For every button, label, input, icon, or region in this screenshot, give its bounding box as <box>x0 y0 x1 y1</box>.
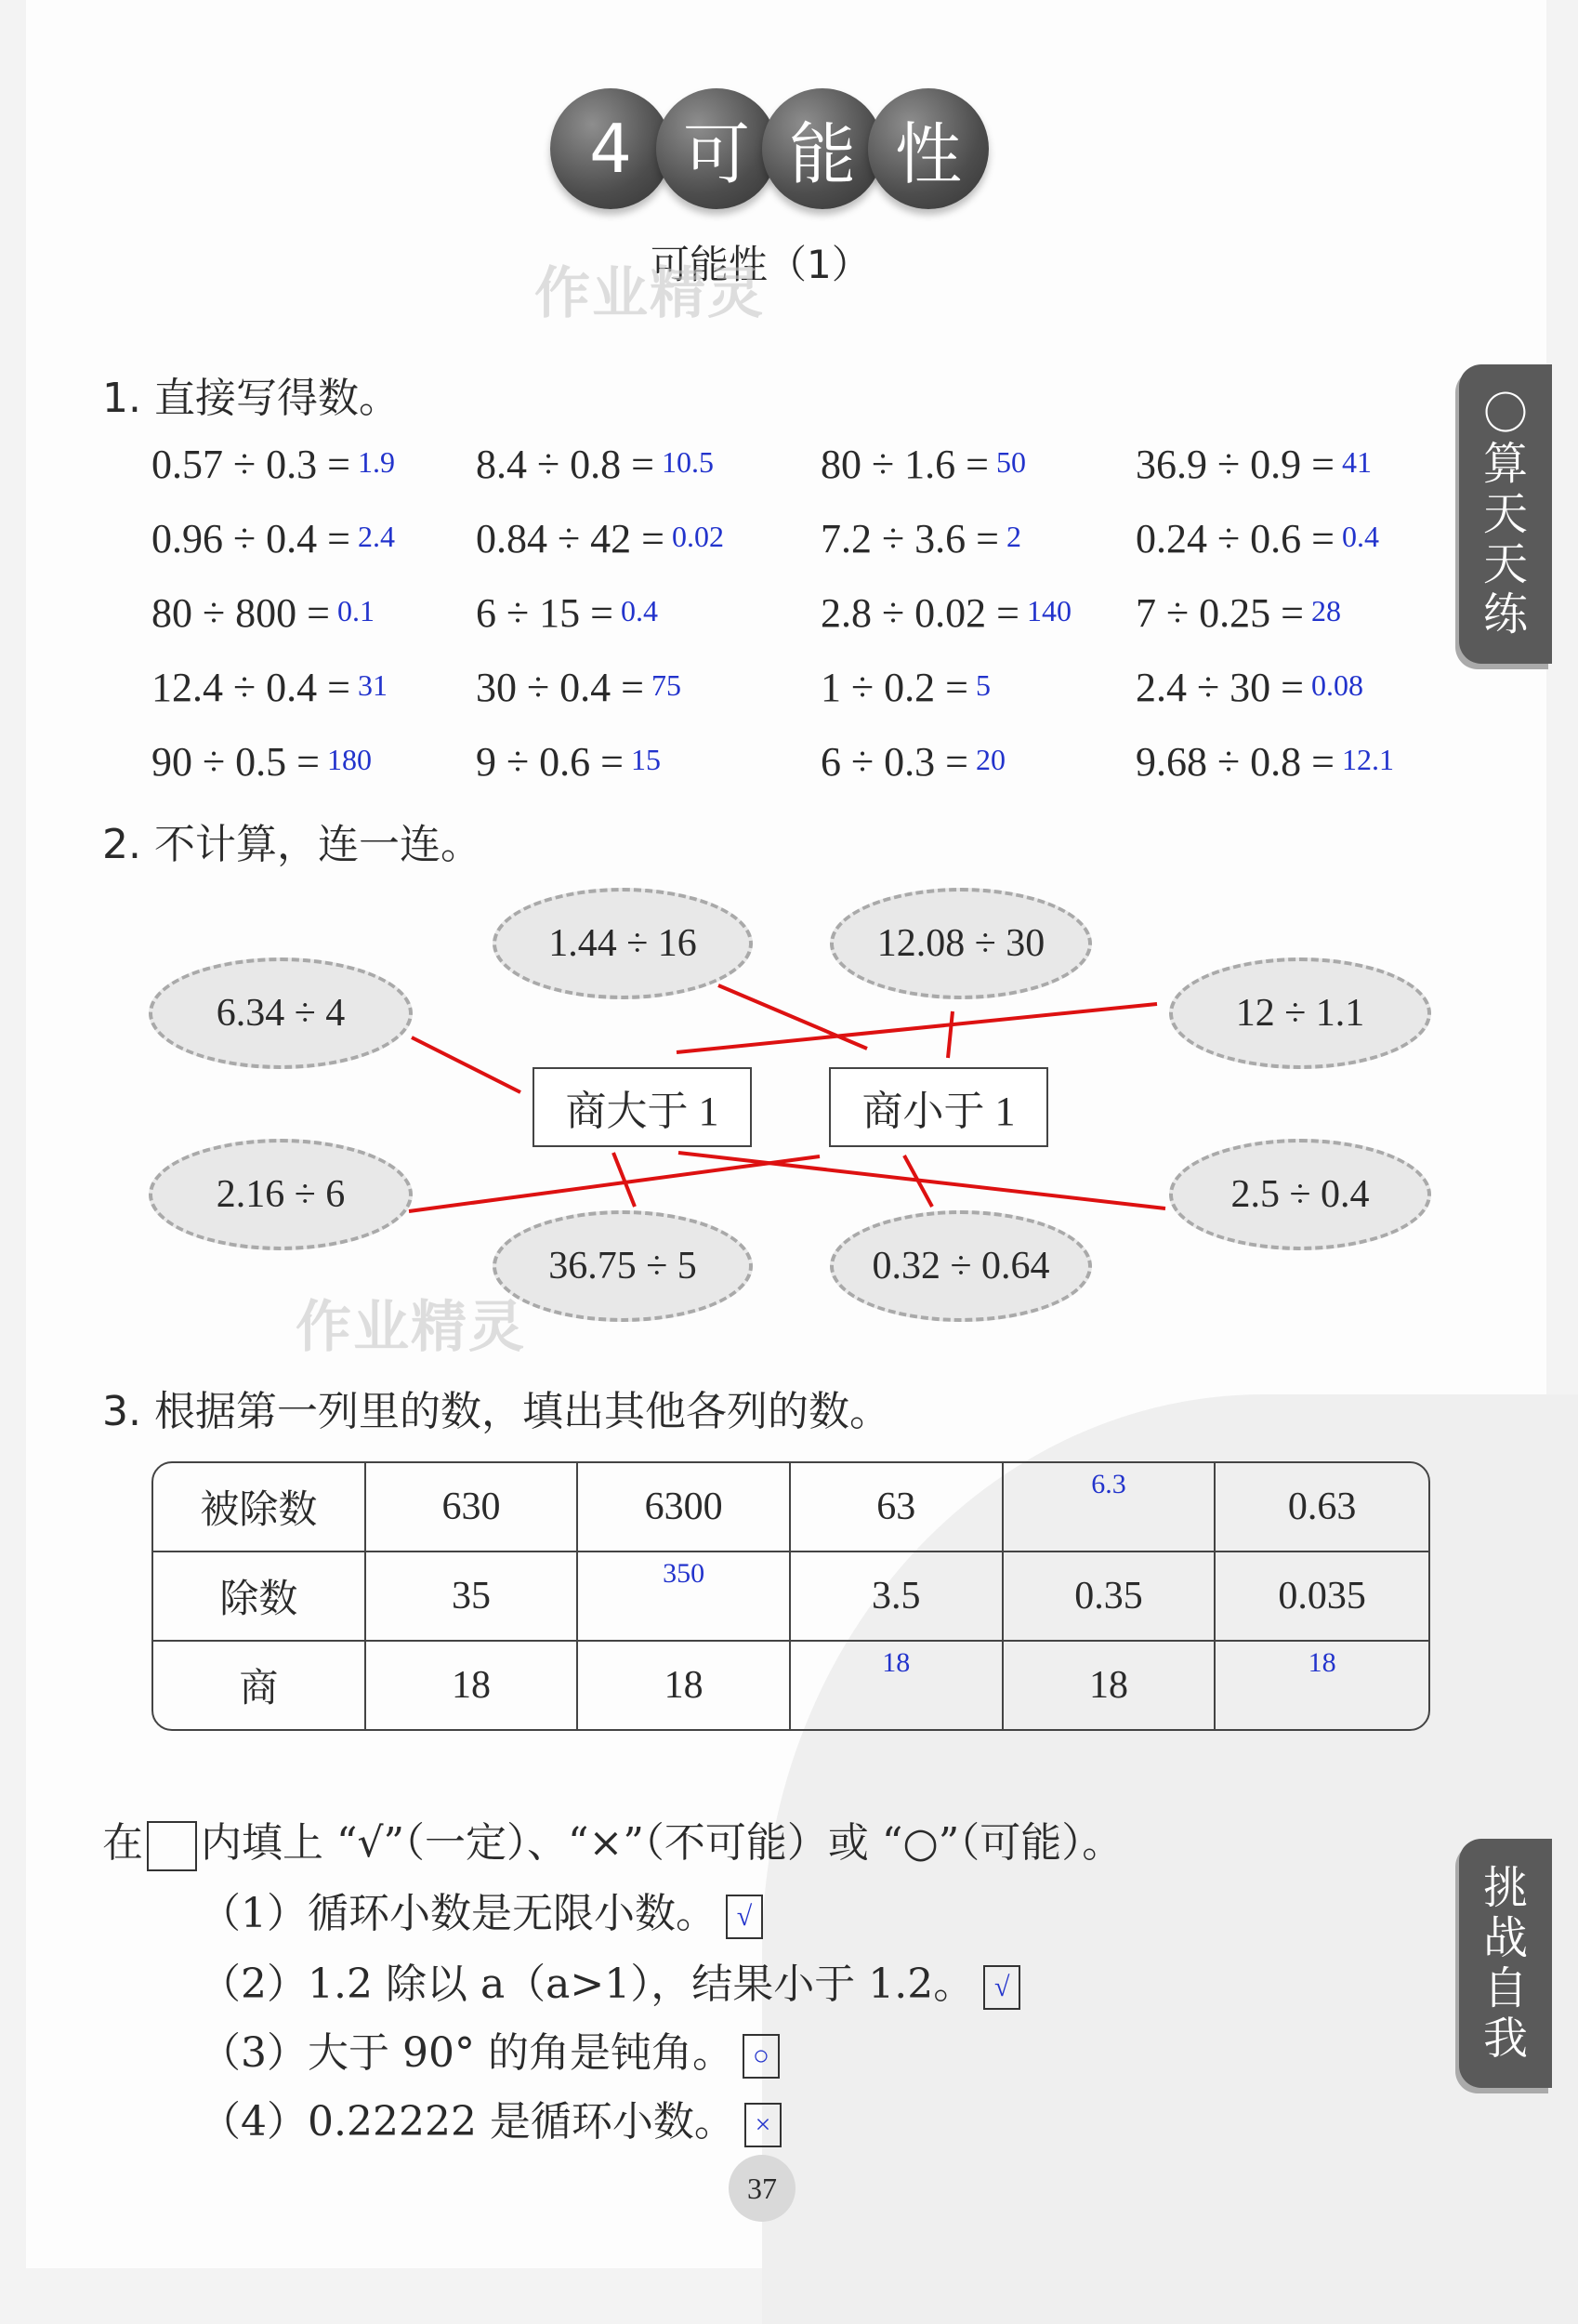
equation: 7.2 ÷ 3.6 = 2 <box>821 516 1021 561</box>
row-label: 被除数 <box>153 1463 366 1552</box>
oval-2-16-div-6: 2.16 ÷ 6 <box>149 1139 413 1250</box>
tab-challenge <box>1459 1839 1552 2088</box>
equation: 8.4 ÷ 0.8 = 10.5 <box>476 442 714 487</box>
tab-char: 算 <box>1482 438 1528 490</box>
table-cell: 35 <box>366 1552 579 1642</box>
table-cell <box>791 1642 1004 1729</box>
equation: 2.4 ÷ 30 = 0.08 <box>1136 665 1363 710</box>
equation: 36.9 ÷ 0.9 = 41 <box>1136 442 1372 487</box>
table-cell: 0.63 <box>1216 1463 1428 1552</box>
title-number: 4 <box>550 88 671 209</box>
oval-1-44-div-16: 1.44 ÷ 16 <box>493 888 753 999</box>
tab-char: 战 <box>1482 1912 1528 1964</box>
table-cell: 630 <box>366 1463 579 1552</box>
equation: 2.8 ÷ 0.02 = 140 <box>821 590 1072 636</box>
answer: 18 <box>1308 1647 1336 1678</box>
q1-heading: 1. 直接写得数。 <box>102 375 400 422</box>
oval-2-5-div-0-4: 2.5 ÷ 0.4 <box>1169 1139 1431 1250</box>
equation: 90 ÷ 0.5 = 180 <box>151 739 372 785</box>
table-cell: 3.5 <box>791 1552 1004 1642</box>
equation: 0.84 ÷ 42 = 0.02 <box>476 516 724 561</box>
title-char-3: 性 <box>868 88 989 209</box>
oval-12-div-1-1: 12 ÷ 1.1 <box>1169 957 1431 1069</box>
lesson-subtitle: 可能性（1） <box>651 242 871 287</box>
table-cell: 18 <box>366 1642 579 1729</box>
blank-box-sample <box>147 1821 197 1871</box>
division-table <box>151 1461 1430 1731</box>
oval-6-34-div-4: 6.34 ÷ 4 <box>149 957 413 1069</box>
table-cell: 18 <box>1004 1642 1216 1729</box>
tab-char: 天 <box>1482 488 1528 540</box>
answer-box: ○ <box>743 2034 780 2079</box>
equation: 7 ÷ 0.25 = 28 <box>1136 590 1341 636</box>
line-12-08-div-30 <box>948 1011 953 1058</box>
line-2-5-div-0-4 <box>678 1153 1165 1208</box>
q4-item-2: （2）1.2 除以 a（a>1），结果小于 1.2。 √ <box>200 1950 1020 2010</box>
equation: 0.57 ÷ 0.3 = 1.9 <box>151 442 395 487</box>
tab-char: 〇 <box>1482 388 1528 440</box>
oval-36-75-div-5: 36.75 ÷ 5 <box>493 1210 753 1322</box>
table-cell <box>1004 1463 1216 1552</box>
watermark: 作业精灵 <box>534 261 765 326</box>
equation: 1 ÷ 0.2 = 5 <box>821 665 991 710</box>
q4-item-1: （1）循环小数是无限小数。 √ <box>200 1880 763 1939</box>
table-row <box>153 1642 1428 1729</box>
equation: 80 ÷ 800 = 0.1 <box>151 590 375 636</box>
line-36-75-div-5 <box>613 1153 635 1207</box>
box-quotient-less-than-1: 商小于 1 <box>829 1067 1048 1147</box>
equation: 9 ÷ 0.6 = 15 <box>476 739 661 785</box>
equation: 30 ÷ 0.4 = 75 <box>476 665 681 710</box>
line-2-16-div-6 <box>409 1156 820 1211</box>
q4-instructions: 在 内填上 “√”（一定）、“×”（不可能）或 “○”（可能）。 <box>102 1809 1123 1871</box>
line-6-34-div-4 <box>412 1037 520 1092</box>
tab-char: 练 <box>1482 588 1528 640</box>
equation: 0.96 ÷ 0.4 = 2.4 <box>151 516 395 561</box>
watermark: 作业精灵 <box>296 1295 526 1360</box>
tab-char: 天 <box>1482 538 1528 590</box>
title-char-1: 可 <box>656 88 777 209</box>
table-cell <box>1216 1642 1428 1729</box>
answer-box: √ <box>726 1895 763 1939</box>
answer: 6.3 <box>1091 1469 1126 1499</box>
box-quotient-greater-than-1: 商大于 1 <box>533 1067 752 1147</box>
equation: 80 ÷ 1.6 = 50 <box>821 442 1026 487</box>
row-label: 除数 <box>153 1552 366 1642</box>
q4-item-4: （4）0.22222 是循环小数。 × <box>200 2088 782 2147</box>
tab-char: 我 <box>1482 2013 1528 2065</box>
tab-char: 挑 <box>1482 1862 1528 1914</box>
q2-heading: 2. 不计算，连一连。 <box>102 821 481 868</box>
table-cell: 6300 <box>578 1463 791 1552</box>
line-12-div-1-1 <box>677 1004 1157 1052</box>
table-cell: 0.035 <box>1216 1552 1428 1642</box>
equation: 6 ÷ 15 = 0.4 <box>476 590 658 636</box>
table-cell: 18 <box>578 1642 791 1729</box>
table-cell: 0.35 <box>1004 1552 1216 1642</box>
row-label: 商 <box>153 1642 366 1729</box>
answer: 18 <box>882 1647 911 1678</box>
equation: 6 ÷ 0.3 = 20 <box>821 739 1006 785</box>
equation: 12.4 ÷ 0.4 = 31 <box>151 665 388 710</box>
title-char-2: 能 <box>762 88 883 209</box>
table-cell: 63 <box>791 1463 1004 1552</box>
answer-box: × <box>744 2103 782 2147</box>
tab-char: 自 <box>1482 1962 1528 2014</box>
answer: 350 <box>663 1558 705 1589</box>
q4-item-3: （3）大于 90° 的角是钝角。 ○ <box>200 2019 780 2079</box>
oval-12-08-div-30: 12.08 ÷ 30 <box>830 888 1092 999</box>
answer-box: √ <box>983 1965 1020 2010</box>
table-row <box>153 1463 1428 1552</box>
page-number: 37 <box>729 2155 796 2222</box>
equation: 9.68 ÷ 0.8 = 12.1 <box>1136 739 1394 785</box>
table-cell <box>578 1552 791 1642</box>
equation: 0.24 ÷ 0.6 = 0.4 <box>1136 516 1379 561</box>
q3-heading: 3. 根据第一列里的数，填出其他各列的数。 <box>102 1388 890 1435</box>
oval-0-32-div-0-64: 0.32 ÷ 0.64 <box>830 1210 1092 1322</box>
table-row <box>153 1552 1428 1642</box>
